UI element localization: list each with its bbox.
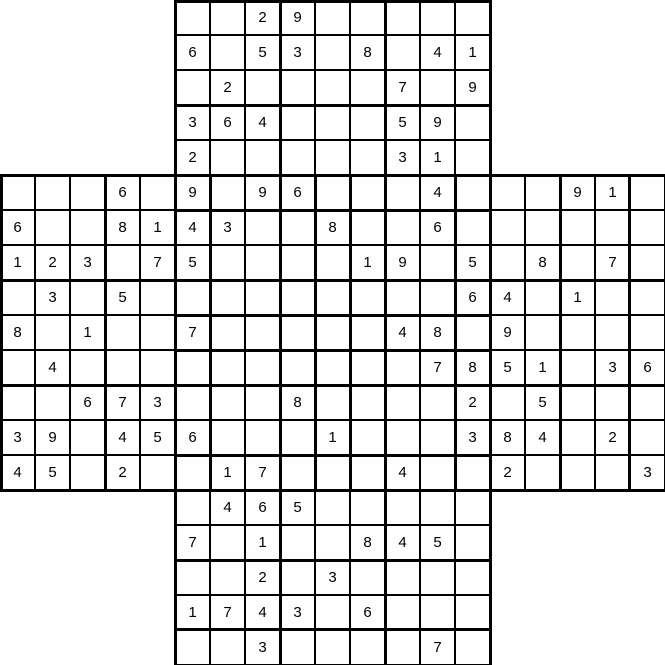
sudoku-cell-filled-c5-r9[interactable]: 7 <box>175 315 210 350</box>
grid-line-vertical <box>0 175 3 490</box>
sudoku-cell-filled-c7-r14[interactable]: 6 <box>245 490 280 525</box>
sudoku-cell-filled-c17-r10[interactable]: 3 <box>595 350 630 385</box>
sudoku-cell-filled-c12-r3[interactable]: 9 <box>420 105 455 140</box>
sudoku-cell-c11-r0[interactable] <box>385 0 420 35</box>
grid-line-horizontal <box>175 0 490 3</box>
sudoku-cell-c1-r6[interactable] <box>35 210 70 245</box>
grid-line-vertical <box>384 350 387 665</box>
sudoku-cell-c10-r16[interactable] <box>350 560 385 595</box>
sudoku-cell-filled-c0-r12[interactable]: 3 <box>0 420 35 455</box>
sudoku-cell-c11-r18[interactable] <box>385 630 420 665</box>
grid-line-vertical <box>174 350 177 665</box>
sudoku-cell-c14-r7[interactable] <box>490 245 525 280</box>
sudoku-cell-c9-r9[interactable] <box>315 315 350 350</box>
grid-line-horizontal <box>350 384 665 387</box>
sudoku-cell-c9-r14[interactable] <box>315 490 350 525</box>
sudoku-cell-filled-c17-r7[interactable]: 7 <box>595 245 630 280</box>
sudoku-cell-filled-c3-r8[interactable]: 5 <box>105 280 140 315</box>
sudoku-cell-c7-r2[interactable] <box>245 70 280 105</box>
sudoku-cell-filled-c12-r4[interactable]: 1 <box>420 140 455 175</box>
sudoku-cell-filled-c5-r4[interactable]: 2 <box>175 140 210 175</box>
sudoku-cell-c10-r0[interactable] <box>350 0 385 35</box>
sudoku-cell-c7-r9[interactable] <box>245 315 280 350</box>
sudoku-cell-filled-c11-r7[interactable]: 9 <box>385 245 420 280</box>
grid-line-vertical <box>104 175 107 490</box>
sudoku-cell-c5-r0[interactable] <box>175 0 210 35</box>
sudoku-cell-c11-r5[interactable] <box>385 175 420 210</box>
sudoku-cell-filled-c15-r7[interactable]: 8 <box>525 245 560 280</box>
sudoku-cell-c10-r14[interactable] <box>350 490 385 525</box>
grid-line-horizontal <box>175 104 490 107</box>
sudoku-cell-c12-r13[interactable] <box>420 455 455 490</box>
sudoku-cell-c8-r13[interactable] <box>280 455 315 490</box>
sudoku-cell-filled-c5-r12[interactable]: 6 <box>175 420 210 455</box>
sudoku-cell-filled-c6-r2[interactable]: 2 <box>210 70 245 105</box>
sudoku-cell-c12-r7[interactable] <box>420 245 455 280</box>
sudoku-cell-filled-c7-r16[interactable]: 2 <box>245 560 280 595</box>
sudoku-cell-c12-r11[interactable] <box>420 385 455 420</box>
sudoku-cell-c12-r0[interactable] <box>420 0 455 35</box>
sudoku-cell-c9-r7[interactable] <box>315 245 350 280</box>
sudoku-cell-filled-c10-r17[interactable]: 6 <box>350 595 385 630</box>
sudoku-cell-filled-c11-r15[interactable]: 4 <box>385 525 420 560</box>
sudoku-cell-filled-c7-r17[interactable]: 4 <box>245 595 280 630</box>
sudoku-cell-c9-r2[interactable] <box>315 70 350 105</box>
sudoku-cell-c4-r9[interactable] <box>140 315 175 350</box>
sudoku-cell-c9-r11[interactable] <box>315 385 350 420</box>
sudoku-cell-c7-r7[interactable] <box>245 245 280 280</box>
sudoku-cell-c5-r11[interactable] <box>175 385 210 420</box>
sudoku-cell-filled-c15-r12[interactable]: 4 <box>525 420 560 455</box>
sudoku-cell-c16-r13[interactable] <box>560 455 595 490</box>
sudoku-cell-filled-c18-r13[interactable]: 3 <box>630 455 665 490</box>
sudoku-cell-c14-r11[interactable] <box>490 385 525 420</box>
sudoku-cell-filled-c13-r7[interactable]: 5 <box>455 245 490 280</box>
sudoku-cell-c12-r12[interactable] <box>420 420 455 455</box>
sudoku-cell-filled-c9-r16[interactable]: 3 <box>315 560 350 595</box>
sudoku-cell-filled-c8-r17[interactable]: 3 <box>280 595 315 630</box>
sudoku-cell-filled-c13-r10[interactable]: 8 <box>455 350 490 385</box>
sudoku-cell-c3-r7[interactable] <box>105 245 140 280</box>
sudoku-cell-c0-r8[interactable] <box>0 280 35 315</box>
sudoku-cell-c17-r6[interactable] <box>595 210 630 245</box>
sudoku-cell-c6-r0[interactable] <box>210 0 245 35</box>
sudoku-cell-filled-c15-r10[interactable]: 1 <box>525 350 560 385</box>
sudoku-cell-filled-c12-r9[interactable]: 8 <box>420 315 455 350</box>
sudoku-cell-c13-r4[interactable] <box>455 140 490 175</box>
grid-line-vertical <box>314 175 317 490</box>
sudoku-cell-c11-r14[interactable] <box>385 490 420 525</box>
sudoku-cell-c12-r14[interactable] <box>420 490 455 525</box>
sudoku-cell-c15-r6[interactable] <box>525 210 560 245</box>
sudoku-cell-filled-c17-r5[interactable]: 1 <box>595 175 630 210</box>
sudoku-cell-c5-r2[interactable] <box>175 70 210 105</box>
sudoku-cell-c6-r7[interactable] <box>210 245 245 280</box>
grid-line-horizontal <box>175 628 490 631</box>
sudoku-cell-c8-r2[interactable] <box>280 70 315 105</box>
sudoku-cell-filled-c9-r6[interactable]: 8 <box>315 210 350 245</box>
sudoku-cell-c2-r5[interactable] <box>70 175 105 210</box>
sudoku-cell-c10-r11[interactable] <box>350 385 385 420</box>
sudoku-cell-c5-r10[interactable] <box>175 350 210 385</box>
sudoku-cell-c11-r17[interactable] <box>385 595 420 630</box>
sudoku-cell-c12-r8[interactable] <box>420 280 455 315</box>
grid-line-vertical <box>209 175 212 490</box>
sudoku-cell-filled-c0-r6[interactable]: 6 <box>0 210 35 245</box>
sudoku-cell-c0-r5[interactable] <box>0 175 35 210</box>
sudoku-cell-filled-c17-r12[interactable]: 2 <box>595 420 630 455</box>
sudoku-cell-c13-r6[interactable] <box>455 210 490 245</box>
sudoku-cell-filled-c4-r7[interactable]: 7 <box>140 245 175 280</box>
sudoku-cell-filled-c10-r15[interactable]: 8 <box>350 525 385 560</box>
sudoku-cell-c10-r3[interactable] <box>350 105 385 140</box>
sudoku-cell-filled-c3-r13[interactable]: 2 <box>105 455 140 490</box>
sudoku-cell-c1-r11[interactable] <box>35 385 70 420</box>
sudoku-cell-c14-r6[interactable] <box>490 210 525 245</box>
sudoku-cell-c13-r16[interactable] <box>455 560 490 595</box>
sudoku-cell-filled-c4-r11[interactable]: 3 <box>140 385 175 420</box>
sudoku-cell-filled-c7-r13[interactable]: 7 <box>245 455 280 490</box>
sudoku-cell-c7-r12[interactable] <box>245 420 280 455</box>
sudoku-cell-filled-c6-r17[interactable]: 7 <box>210 595 245 630</box>
sudoku-cell-c7-r10[interactable] <box>245 350 280 385</box>
sudoku-cell-c13-r18[interactable] <box>455 630 490 665</box>
sudoku-cell-filled-c8-r14[interactable]: 5 <box>280 490 315 525</box>
sudoku-cell-c4-r13[interactable] <box>140 455 175 490</box>
sudoku-cell-c13-r14[interactable] <box>455 490 490 525</box>
grid-line-horizontal <box>175 209 490 212</box>
sudoku-cell-filled-c6-r14[interactable]: 4 <box>210 490 245 525</box>
sudoku-cell-filled-c4-r12[interactable]: 5 <box>140 420 175 455</box>
sudoku-cell-filled-c11-r13[interactable]: 4 <box>385 455 420 490</box>
sudoku-cell-c12-r17[interactable] <box>420 595 455 630</box>
sudoku-cell-filled-c8-r11[interactable]: 8 <box>280 385 315 420</box>
sudoku-cell-c8-r18[interactable] <box>280 630 315 665</box>
sudoku-cell-c9-r15[interactable] <box>315 525 350 560</box>
sudoku-cell-c10-r6[interactable] <box>350 210 385 245</box>
sudoku-cell-c13-r13[interactable] <box>455 455 490 490</box>
sudoku-cell-c5-r14[interactable] <box>175 490 210 525</box>
sudoku-cell-c4-r8[interactable] <box>140 280 175 315</box>
sudoku-cell-filled-c14-r12[interactable]: 8 <box>490 420 525 455</box>
sudoku-cell-c12-r16[interactable] <box>420 560 455 595</box>
sudoku-cell-c6-r18[interactable] <box>210 630 245 665</box>
sudoku-cell-c15-r9[interactable] <box>525 315 560 350</box>
sudoku-cell-filled-c13-r11[interactable]: 2 <box>455 385 490 420</box>
sudoku-cell-c18-r8[interactable] <box>630 280 665 315</box>
sudoku-cell-c6-r4[interactable] <box>210 140 245 175</box>
sudoku-cell-filled-c14-r13[interactable]: 2 <box>490 455 525 490</box>
sudoku-cell-filled-c9-r12[interactable]: 1 <box>315 420 350 455</box>
sudoku-cell-filled-c6-r13[interactable]: 1 <box>210 455 245 490</box>
sudoku-cell-c10-r10[interactable] <box>350 350 385 385</box>
sudoku-cell-c17-r11[interactable] <box>595 385 630 420</box>
sudoku-cell-c11-r16[interactable] <box>385 560 420 595</box>
sudoku-cell-filled-c12-r18[interactable]: 7 <box>420 630 455 665</box>
sudoku-cell-c5-r8[interactable] <box>175 280 210 315</box>
sudoku-cell-c9-r10[interactable] <box>315 350 350 385</box>
sudoku-cell-filled-c7-r15[interactable]: 1 <box>245 525 280 560</box>
sudoku-cell-c17-r9[interactable] <box>595 315 630 350</box>
sudoku-cell-c10-r9[interactable] <box>350 315 385 350</box>
sudoku-cell-filled-c2-r11[interactable]: 6 <box>70 385 105 420</box>
sudoku-cell-filled-c18-r10[interactable]: 6 <box>630 350 665 385</box>
sudoku-cell-filled-c5-r17[interactable]: 1 <box>175 595 210 630</box>
sudoku-cell-c5-r13[interactable] <box>175 455 210 490</box>
sudoku-cell-filled-c16-r5[interactable]: 9 <box>560 175 595 210</box>
sudoku-cell-filled-c14-r10[interactable]: 5 <box>490 350 525 385</box>
sudoku-cell-c10-r5[interactable] <box>350 175 385 210</box>
sudoku-cell-c18-r6[interactable] <box>630 210 665 245</box>
sudoku-cell-filled-c1-r8[interactable]: 3 <box>35 280 70 315</box>
grid-line-horizontal <box>175 454 490 457</box>
sudoku-cell-filled-c10-r1[interactable]: 8 <box>350 35 385 70</box>
sudoku-cell-c9-r8[interactable] <box>315 280 350 315</box>
sudoku-cell-c6-r8[interactable] <box>210 280 245 315</box>
grid-line-horizontal <box>350 174 665 177</box>
sudoku-cell-filled-c12-r15[interactable]: 5 <box>420 525 455 560</box>
sudoku-cell-filled-c5-r7[interactable]: 5 <box>175 245 210 280</box>
sudoku-cell-c9-r0[interactable] <box>315 0 350 35</box>
sudoku-cell-c6-r15[interactable] <box>210 525 245 560</box>
sudoku-cell-c8-r4[interactable] <box>280 140 315 175</box>
sudoku-cell-filled-c5-r15[interactable]: 7 <box>175 525 210 560</box>
sudoku-cell-c13-r3[interactable] <box>455 105 490 140</box>
sudoku-cell-c15-r5[interactable] <box>525 175 560 210</box>
sudoku-cell-c10-r18[interactable] <box>350 630 385 665</box>
sudoku-cell-c2-r6[interactable] <box>70 210 105 245</box>
sudoku-cell-filled-c11-r4[interactable]: 3 <box>385 140 420 175</box>
grid-line-horizontal <box>175 559 490 562</box>
sudoku-cell-c3-r10[interactable] <box>105 350 140 385</box>
sudoku-cell-filled-c11-r9[interactable]: 4 <box>385 315 420 350</box>
sudoku-cell-c4-r5[interactable] <box>140 175 175 210</box>
sudoku-cell-c6-r5[interactable] <box>210 175 245 210</box>
sudoku-cell-c8-r3[interactable] <box>280 105 315 140</box>
sudoku-cell-filled-c13-r2[interactable]: 9 <box>455 70 490 105</box>
sudoku-cell-c6-r16[interactable] <box>210 560 245 595</box>
sudoku-cell-filled-c8-r1[interactable]: 3 <box>280 35 315 70</box>
sudoku-cell-filled-c11-r3[interactable]: 5 <box>385 105 420 140</box>
sudoku-cell-c10-r2[interactable] <box>350 70 385 105</box>
sudoku-cell-c9-r17[interactable] <box>315 595 350 630</box>
sudoku-cell-c5-r18[interactable] <box>175 630 210 665</box>
sudoku-cell-filled-c13-r1[interactable]: 1 <box>455 35 490 70</box>
sudoku-cell-c18-r7[interactable] <box>630 245 665 280</box>
sudoku-cell-c18-r12[interactable] <box>630 420 665 455</box>
grid-line-vertical <box>489 350 492 665</box>
sudoku-cell-c0-r11[interactable] <box>0 385 35 420</box>
sudoku-cell-c8-r8[interactable] <box>280 280 315 315</box>
grid-line-horizontal <box>175 349 490 352</box>
sudoku-cell-c15-r13[interactable] <box>525 455 560 490</box>
sudoku-cell-filled-c3-r11[interactable]: 7 <box>105 385 140 420</box>
sudoku-cell-c14-r5[interactable] <box>490 175 525 210</box>
sudoku-cell-c2-r13[interactable] <box>70 455 105 490</box>
grid-line-vertical <box>454 175 457 490</box>
sudoku-cell-filled-c8-r5[interactable]: 6 <box>280 175 315 210</box>
sudoku-cell-c11-r12[interactable] <box>385 420 420 455</box>
sudoku-cell-filled-c4-r6[interactable]: 1 <box>140 210 175 245</box>
sudoku-cell-c13-r17[interactable] <box>455 595 490 630</box>
grid-line-horizontal <box>350 489 665 492</box>
sudoku-cell-c9-r13[interactable] <box>315 455 350 490</box>
sudoku-cell-c8-r9[interactable] <box>280 315 315 350</box>
sudoku-cell-c5-r16[interactable] <box>175 560 210 595</box>
sudoku-cell-c13-r5[interactable] <box>455 175 490 210</box>
sudoku-cell-c16-r9[interactable] <box>560 315 595 350</box>
sudoku-cell-filled-c14-r8[interactable]: 4 <box>490 280 525 315</box>
sudoku-cell-filled-c16-r8[interactable]: 1 <box>560 280 595 315</box>
sudoku-cell-filled-c1-r10[interactable]: 4 <box>35 350 70 385</box>
grid-line-vertical <box>279 350 282 665</box>
sudoku-cell-filled-c12-r6[interactable]: 6 <box>420 210 455 245</box>
sudoku-cell-c8-r16[interactable] <box>280 560 315 595</box>
sudoku-cell-c11-r10[interactable] <box>385 350 420 385</box>
sudoku-cell-c2-r8[interactable] <box>70 280 105 315</box>
sudoku-cell-c6-r12[interactable] <box>210 420 245 455</box>
sudoku-cell-c18-r5[interactable] <box>630 175 665 210</box>
sudoku-cell-c9-r18[interactable] <box>315 630 350 665</box>
sudoku-cell-filled-c1-r13[interactable]: 5 <box>35 455 70 490</box>
sudoku-cell-filled-c7-r18[interactable]: 3 <box>245 630 280 665</box>
sudoku-cell-c2-r10[interactable] <box>70 350 105 385</box>
sudoku-cell-c6-r10[interactable] <box>210 350 245 385</box>
sudoku-cell-filled-c6-r6[interactable]: 3 <box>210 210 245 245</box>
sudoku-cell-filled-c7-r0[interactable]: 2 <box>245 0 280 35</box>
sudoku-cell-c17-r8[interactable] <box>595 280 630 315</box>
sudoku-cell-filled-c12-r5[interactable]: 4 <box>420 175 455 210</box>
sudoku-cell-c9-r5[interactable] <box>315 175 350 210</box>
sudoku-cell-c11-r11[interactable] <box>385 385 420 420</box>
sudoku-cell-filled-c3-r12[interactable]: 4 <box>105 420 140 455</box>
sudoku-cell-filled-c12-r10[interactable]: 7 <box>420 350 455 385</box>
sudoku-cell-filled-c6-r3[interactable]: 6 <box>210 105 245 140</box>
sudoku-cell-filled-c8-r0[interactable]: 9 <box>280 0 315 35</box>
sudoku-cell-c12-r2[interactable] <box>420 70 455 105</box>
sudoku-cell-filled-c0-r9[interactable]: 8 <box>0 315 35 350</box>
sudoku-cell-filled-c12-r1[interactable]: 4 <box>420 35 455 70</box>
sudoku-cell-c1-r9[interactable] <box>35 315 70 350</box>
sudoku-cell-c7-r6[interactable] <box>245 210 280 245</box>
sudoku-cell-c4-r10[interactable] <box>140 350 175 385</box>
sudoku-cell-c8-r15[interactable] <box>280 525 315 560</box>
sudoku-cell-c16-r11[interactable] <box>560 385 595 420</box>
sudoku-cell-c1-r5[interactable] <box>35 175 70 210</box>
sudoku-cell-c7-r4[interactable] <box>245 140 280 175</box>
sudoku-cell-filled-c7-r5[interactable]: 9 <box>245 175 280 210</box>
grid-line-vertical <box>559 175 562 490</box>
sudoku-cell-c6-r1[interactable] <box>210 35 245 70</box>
sudoku-cell-c13-r0[interactable] <box>455 0 490 35</box>
sudoku-cell-c2-r12[interactable] <box>70 420 105 455</box>
sudoku-cell-filled-c1-r7[interactable]: 2 <box>35 245 70 280</box>
sudoku-cell-c13-r9[interactable] <box>455 315 490 350</box>
sudoku-cell-c7-r8[interactable] <box>245 280 280 315</box>
grid-line-horizontal <box>175 314 490 317</box>
sudoku-cell-c11-r6[interactable] <box>385 210 420 245</box>
sudoku-cell-c8-r7[interactable] <box>280 245 315 280</box>
sudoku-cell-filled-c2-r7[interactable]: 3 <box>70 245 105 280</box>
sudoku-cell-c10-r8[interactable] <box>350 280 385 315</box>
sudoku-cell-filled-c3-r6[interactable]: 8 <box>105 210 140 245</box>
sudoku-cell-filled-c11-r2[interactable]: 7 <box>385 70 420 105</box>
sudoku-cell-filled-c13-r12[interactable]: 3 <box>455 420 490 455</box>
sudoku-cell-c11-r8[interactable] <box>385 280 420 315</box>
sudoku-cell-c9-r3[interactable] <box>315 105 350 140</box>
sudoku-cell-c3-r9[interactable] <box>105 315 140 350</box>
sudoku-cell-c16-r10[interactable] <box>560 350 595 385</box>
sudoku-cell-filled-c10-r7[interactable]: 1 <box>350 245 385 280</box>
sudoku-cell-filled-c0-r13[interactable]: 4 <box>0 455 35 490</box>
sudoku-cell-c8-r10[interactable] <box>280 350 315 385</box>
grid-line-vertical <box>349 175 352 490</box>
sudoku-cell-c10-r13[interactable] <box>350 455 385 490</box>
grid-line-vertical <box>628 175 631 490</box>
sudoku-cell-filled-c5-r6[interactable]: 4 <box>175 210 210 245</box>
sudoku-cell-filled-c2-r9[interactable]: 1 <box>70 315 105 350</box>
sudoku-cell-c18-r9[interactable] <box>630 315 665 350</box>
sudoku-cell-c10-r4[interactable] <box>350 140 385 175</box>
sudoku-cell-c10-r12[interactable] <box>350 420 385 455</box>
sudoku-cell-c9-r1[interactable] <box>315 35 350 70</box>
sudoku-cell-c16-r7[interactable] <box>560 245 595 280</box>
sudoku-cell-filled-c0-r7[interactable]: 1 <box>0 245 35 280</box>
sudoku-cell-filled-c5-r1[interactable]: 6 <box>175 35 210 70</box>
sudoku-cell-c18-r11[interactable] <box>630 385 665 420</box>
sudoku-cell-c6-r11[interactable] <box>210 385 245 420</box>
grid-line-horizontal <box>350 279 665 282</box>
sudoku-cell-c16-r12[interactable] <box>560 420 595 455</box>
sudoku-cell-filled-c15-r11[interactable]: 5 <box>525 385 560 420</box>
sudoku-cell-c13-r15[interactable] <box>455 525 490 560</box>
sudoku-cell-filled-c5-r5[interactable]: 9 <box>175 175 210 210</box>
sudoku-cell-filled-c7-r1[interactable]: 5 <box>245 35 280 70</box>
sudoku-cell-filled-c1-r12[interactable]: 9 <box>35 420 70 455</box>
sudoku-cell-c0-r10[interactable] <box>0 350 35 385</box>
sudoku-cell-c8-r6[interactable] <box>280 210 315 245</box>
sudoku-cell-c17-r13[interactable] <box>595 455 630 490</box>
sudoku-cell-filled-c7-r3[interactable]: 4 <box>245 105 280 140</box>
sudoku-cell-filled-c13-r8[interactable]: 6 <box>455 280 490 315</box>
sudoku-cell-c16-r6[interactable] <box>560 210 595 245</box>
sudoku-cell-filled-c14-r9[interactable]: 9 <box>490 315 525 350</box>
sudoku-cell-c7-r11[interactable] <box>245 385 280 420</box>
sudoku-cell-c6-r9[interactable] <box>210 315 245 350</box>
sudoku-cell-c9-r4[interactable] <box>315 140 350 175</box>
sudoku-cell-c15-r8[interactable] <box>525 280 560 315</box>
sudoku-cell-filled-c5-r3[interactable]: 3 <box>175 105 210 140</box>
sudoku-cell-c8-r12[interactable] <box>280 420 315 455</box>
sudoku-cell-c11-r1[interactable] <box>385 35 420 70</box>
sudoku-cell-filled-c3-r5[interactable]: 6 <box>105 175 140 210</box>
